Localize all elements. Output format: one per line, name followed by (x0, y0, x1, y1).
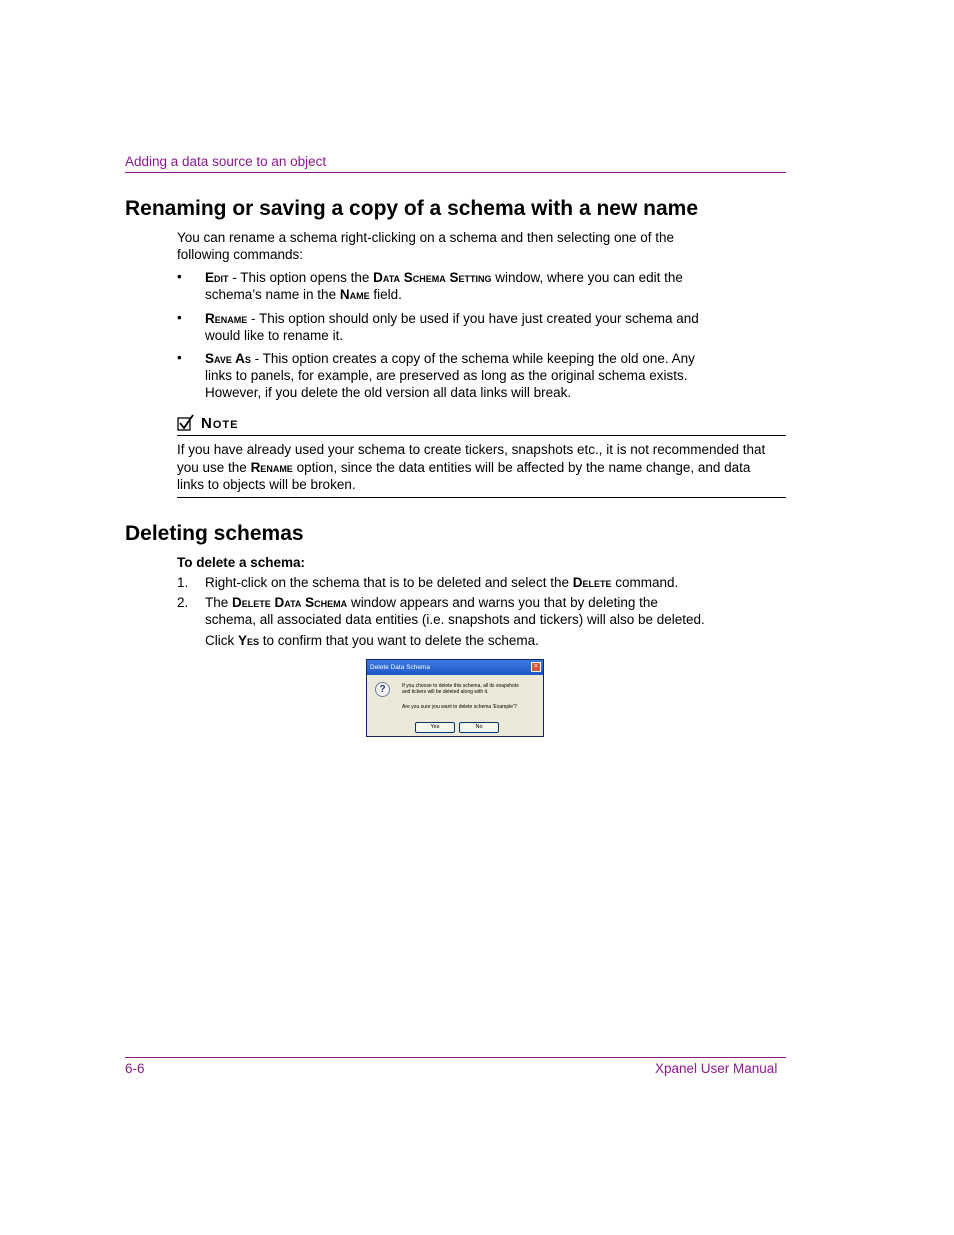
command-delete: Delete (572, 575, 612, 590)
breadcrumb: Adding a data source to an object (125, 154, 327, 169)
procedure-title: To delete a schema: (177, 555, 306, 570)
bullet-text: window, where you can edit the (491, 270, 683, 285)
bullet-marker: • (177, 350, 182, 365)
step-text: to confirm that you want to delete the schema. (259, 633, 539, 648)
step-text: Click (205, 633, 238, 648)
bullet-text: - This option opens the (228, 270, 374, 285)
page-number: 6-6 (125, 1061, 145, 1076)
field-name: Name (339, 287, 370, 302)
intro-line: following commands: (177, 247, 304, 262)
question-icon: ? (375, 682, 390, 697)
bullet-save-as (205, 350, 695, 401)
checkbox-check-icon (177, 414, 195, 432)
note-text: option, since the data entities will be affected by the name change, and data (292, 459, 751, 475)
bullet-text: - This option creates a copy of the schema while keeping the old one. Any (250, 351, 695, 366)
manual-title: Xpanel User Manual (655, 1061, 778, 1076)
footer-rule (125, 1057, 786, 1058)
bullet-text: - This option should only be used if you have just created your schema and (247, 311, 699, 326)
note-text: If you have already used your schema to create tickers, snapshots etc., it is not recommended that (177, 442, 766, 457)
no-button[interactable]: No (459, 722, 499, 733)
note-bottom-rule (177, 497, 786, 498)
dialog-title: Delete Data Schema (370, 664, 430, 671)
dialog-question: Are you sure you want to delete schema 'Example'? (402, 704, 517, 710)
command-yes: Yes (238, 633, 260, 648)
step-text: command. (611, 575, 679, 590)
bullet-text: links to panels, for example, are preserved as long as the original schema exists. (205, 368, 688, 383)
command-edit: Edit (205, 270, 229, 285)
click-yes-instruction (205, 632, 539, 649)
note-top-rule (177, 435, 786, 436)
command-rename: Rename (205, 311, 248, 326)
header-rule (125, 172, 786, 173)
window-delete-data-schema: Delete Data Schema (232, 595, 348, 610)
step-text: window appears and warns you that by deleting the (347, 595, 658, 610)
delete-data-schema-dialog (366, 659, 544, 737)
step-number: 1. (177, 575, 189, 590)
section-title-renaming: Renaming or saving a copy of a schema with a new name (125, 197, 698, 220)
intro-line: You can rename a schema right-clicking on a schema and then selecting one of the (177, 230, 675, 245)
step-2 (205, 594, 705, 628)
command-rename: Rename (250, 459, 293, 475)
step-text: The (205, 595, 233, 610)
close-icon[interactable]: × (531, 662, 541, 672)
intro-paragraph (177, 229, 674, 263)
bullet-text: would like to rename it. (205, 328, 344, 343)
bullet-edit (205, 269, 683, 303)
yes-button[interactable]: Yes (415, 722, 455, 733)
note-text: links to objects will be broken. (177, 477, 356, 492)
note-body (177, 441, 765, 494)
bullet-marker: • (177, 310, 182, 325)
note-text: you use the (177, 459, 251, 475)
bullet-rename (205, 310, 699, 344)
step-1 (205, 574, 678, 591)
dialog-titlebar (367, 660, 543, 675)
bullet-text: field. (369, 287, 402, 302)
step-number: 2. (177, 595, 189, 610)
dialog-message: If you choose to delete this schema, all its snapshots (402, 683, 519, 689)
command-save-as: Save As (205, 351, 251, 366)
section-title-deleting: Deleting schemas (125, 522, 304, 545)
bullet-text: schema’s name in the (205, 287, 340, 302)
command-data-schema-setting: Data Schema Setting (373, 270, 492, 285)
bullet-text: However, if you delete the old version all data links will break. (205, 385, 572, 400)
step-text: schema, all associated data entities (i.e. snapshots and tickers) will also be deleted. (205, 612, 705, 627)
bullet-marker: • (177, 269, 182, 284)
dialog-message: and tickers will be deleted along with it. (402, 689, 489, 695)
step-text: Right-click on the schema that is to be deleted and select the (205, 575, 573, 590)
note-label: Note (201, 415, 239, 432)
